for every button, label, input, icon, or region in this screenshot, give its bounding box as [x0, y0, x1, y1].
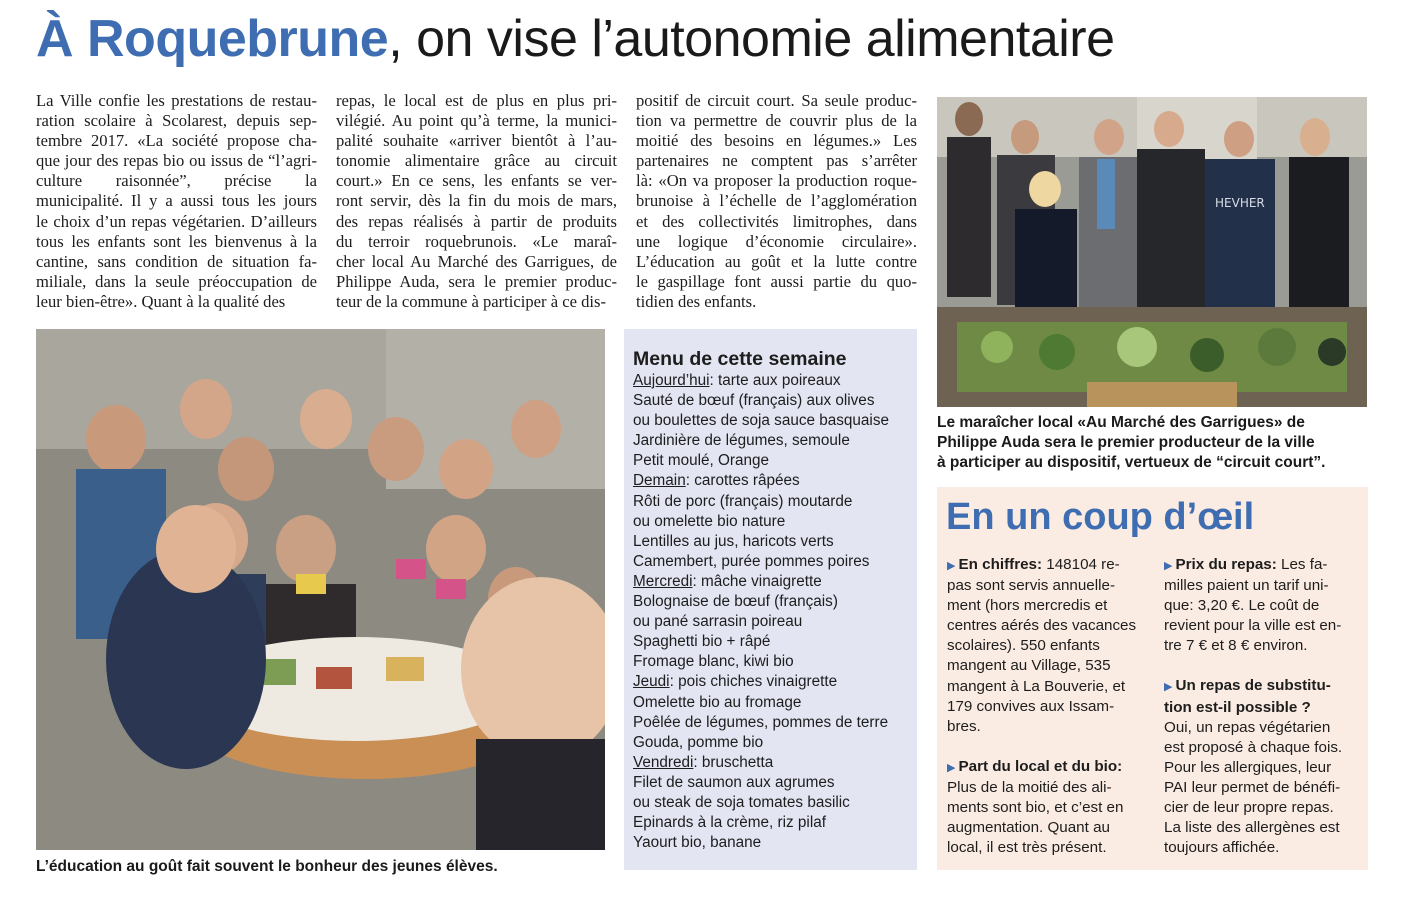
menu-item-text: Camembert, purée pommes poires: [633, 552, 870, 570]
article-line: et des collectivités limitrophes, dans: [636, 211, 917, 231]
menu-item: [633, 813, 917, 833]
menu-day-label: Mercredi: [633, 572, 693, 590]
glance-item-text: mangent à La Bouverie, et: [947, 677, 1126, 695]
glance-item: [947, 555, 1157, 737]
menu-item-text: Jardinière de légumes, semoule: [633, 432, 850, 450]
glance-item: [1164, 555, 1364, 656]
menu-item-text: Gouda, pomme bio: [633, 733, 764, 751]
menu-item: [633, 733, 917, 753]
glance-item-text: Plus de la moitié des ali-: [947, 778, 1112, 796]
menu-item: [633, 492, 917, 512]
menu-item: [633, 371, 917, 391]
caption-line: à participer au dispositif, vertueux de “circuit court”.: [937, 454, 1326, 471]
menu-item: [633, 572, 917, 592]
glance-item-text: centres aérés des vacances: [947, 617, 1137, 635]
glance-item: [1164, 676, 1364, 858]
article-line: L’éducation au goût et la lutte contre: [636, 251, 917, 271]
glance-item-text: PAI leur permet de bénéfi-: [1164, 778, 1341, 796]
glance-item-text: milles paient un tarif uni-: [1164, 577, 1329, 595]
glance-item-text: cier de leur propre repas.: [1164, 799, 1334, 817]
article-line: palité souhaite «arriver bientôt à l’au-: [336, 131, 617, 151]
menu-item: [633, 471, 917, 491]
article-line: La Ville confie les prestations de restau-: [36, 91, 317, 110]
glance-item-text: La liste des allergènes est: [1164, 819, 1340, 837]
children-photo: [36, 329, 605, 850]
menu-item-text: Yaourt bio, banane: [633, 834, 762, 852]
glance-item-label: Prix du repas:: [1175, 556, 1277, 573]
glance-item-text: mangent au Village, 535: [947, 657, 1111, 675]
menu-title: Menu de cette semaine: [633, 348, 847, 370]
menu-item-text: Epinards à la crème, riz pilaf: [633, 814, 826, 832]
caption-line: Philippe Auda sera le premier producteur de la ville: [937, 434, 1315, 451]
glance-item-label-cont: tion est-il possible ?: [1164, 698, 1311, 716]
article-column-1: [36, 91, 317, 312]
article-line: moitié des besoins en légumes.» Les: [636, 131, 917, 151]
glance-item-text: toujours affichée.: [1164, 839, 1280, 857]
article-line: court.» En ce sens, les enfants se ver-: [336, 171, 617, 191]
menu-day-label: Jeudi: [633, 673, 670, 691]
article-line: tembre 2017. «La société propose cha-: [36, 131, 317, 151]
menu-item-text: Petit moulé, Orange: [633, 452, 770, 470]
glance-item-text: Pour les allergiques, leur: [1164, 758, 1332, 776]
article-line: culture raisonnée”, précise la: [36, 171, 317, 191]
menu-item-text: : tarte aux poireaux: [709, 372, 841, 389]
article-line: là: «On va proposer la production roque-: [636, 171, 917, 191]
children-photo-caption: L’éducation au goût fait souvent le bonheur des jeunes élèves.: [36, 858, 498, 875]
glance-item-text: ments sont bio, et c’est en: [947, 799, 1124, 817]
article-line: partenaires ne comptent pas s’arrêter: [636, 151, 917, 171]
caption-line: Le maraîcher local «Au Marché des Garrigues» de: [937, 414, 1305, 431]
glance-item-text: est proposé à chaque fois.: [1164, 738, 1343, 756]
article-line: Philippe Auda, sera le premier produc-: [336, 271, 617, 291]
glance-item-text: Oui, un repas végétarien: [1164, 718, 1331, 736]
menu-day-label: Vendredi: [633, 753, 694, 771]
glance-item-text: tre 7 € et 8 € environ.: [1164, 637, 1308, 655]
glance-column-left: [947, 555, 1157, 878]
menu-item: [633, 411, 917, 431]
article-line: ration scolaire à Scolarest, depuis sep-: [36, 111, 317, 131]
menu-item: [633, 713, 917, 733]
menu-item-text: ou steak de soja tomates basilic: [633, 793, 850, 811]
glance-title: En un coup d’œil: [946, 496, 1255, 538]
menu-item-text: Bolognaise de bœuf (français): [633, 593, 838, 611]
glance-item-text: 148104 re-: [1042, 556, 1120, 573]
article-line: le choix d’un repas végétarien. D’ailleurs: [36, 211, 317, 231]
menu-item-text: Spaghetti bio + râpé: [633, 633, 771, 651]
menu-item-text: : carottes râpées: [685, 472, 800, 490]
menu-item-text: Rôti de porc (français) moutarde: [633, 492, 853, 510]
menu-item: [633, 552, 917, 572]
menu-item-text: Poêlée de légumes, pommes de terre: [633, 713, 889, 731]
menu-day-label: Aujourd’hui: [633, 372, 710, 389]
headline-accent: À Roquebrune: [36, 10, 389, 68]
article-line: leur bien-être». Quant à la qualité des: [36, 291, 286, 311]
glance-item-text: que: 3,20 €. Le coût de: [1164, 597, 1320, 615]
menu-item-text: Omelette bio au fromage: [633, 693, 802, 711]
arrow-icon: ▶: [947, 560, 959, 572]
menu-item-text: Lentilles au jus, haricots verts: [633, 532, 834, 550]
glance-item-text: 179 convives aux Issam-: [947, 697, 1115, 715]
menu-item: [633, 512, 917, 532]
menu-item-text: : bruschetta: [693, 753, 774, 771]
menu-item: [633, 451, 917, 471]
headline: [36, 6, 1396, 76]
menu-item: [633, 672, 917, 692]
article-column-2: [336, 91, 617, 312]
menu-item-text: Sauté de bœuf (français) aux olives: [633, 392, 875, 410]
menu-item: [633, 773, 917, 793]
arrow-icon: ▶: [947, 761, 959, 774]
glance-item-text: local, il est très présent.: [947, 839, 1107, 857]
menu-item: [633, 431, 917, 451]
menu-item: [633, 612, 917, 632]
menu-item-text: Fromage blanc, kiwi bio: [633, 653, 794, 671]
glance-item-label: Part du local et du bio:: [958, 757, 1123, 775]
article-line: repas, le local est de plus en plus pri-: [336, 91, 617, 110]
article-line: cher local Au Marché des Garrigues, de: [336, 251, 617, 271]
menu-item: [633, 693, 917, 713]
article-line: cantine, sans condition de situation fa-: [36, 251, 317, 271]
menu-item: [633, 592, 917, 612]
arrow-icon: ▶: [1164, 560, 1176, 572]
producer-group-photo: [937, 97, 1367, 407]
article-line: que jour des repas bio ou issus de “l’agri-: [36, 151, 317, 171]
at-a-glance-box: [937, 487, 1368, 870]
glance-item-label: Un repas de substitu-: [1175, 677, 1331, 695]
article-line: miliale, dans la seule préoccupation de: [36, 271, 317, 291]
menu-item-text: : mâche vinaigrette: [692, 572, 822, 590]
glance-item-text: ment (hors mercredis et: [947, 597, 1108, 615]
menu-item: [633, 753, 917, 773]
menu-item-text: : pois chiches vinaigrette: [669, 673, 838, 691]
menu-item-text: ou boulettes de soja sauce basquaise: [633, 412, 889, 430]
glance-item: [947, 757, 1157, 858]
menu-item: [633, 833, 917, 853]
article-line: tidien des enfants.: [636, 291, 757, 311]
menu-item: [633, 391, 917, 411]
glance-column-right: [1164, 555, 1364, 878]
menu-item: [633, 793, 917, 813]
article-line: municipalité. Il y a aussi tous les jours: [36, 191, 317, 211]
glance-item-text: pas sont servis annuelle-: [947, 577, 1115, 595]
menu-item: [633, 532, 917, 552]
article-line: vilégié. Au point qu’à terme, la munici-: [336, 111, 617, 131]
article-column-3: [636, 91, 917, 312]
article-line: ront servir, dès la fin du mois de mars,: [336, 191, 617, 211]
article-line: tion va permettre de couvrir plus de la: [636, 111, 917, 131]
glance-item-text: bres.: [947, 717, 981, 735]
headline-rest: , on vise l’autonomie alimentaire: [388, 10, 1115, 68]
article-line: des repas réalisés à partir de produits: [336, 211, 617, 231]
article-line: une logique d’économie circulaire».: [636, 231, 917, 251]
menu-list: [633, 371, 917, 853]
menu-day-label: Demain: [633, 472, 686, 490]
menu-item-text: ou omelette bio nature: [633, 512, 786, 530]
glance-item-label: En chiffres:: [958, 556, 1043, 573]
glance-item-text: Les fa-: [1276, 556, 1328, 573]
article-line: du terroir roquebrunois. «Le maraî-: [336, 231, 617, 251]
glance-item-text: scolaires). 550 enfants: [947, 637, 1100, 655]
menu-item-text: Filet de saumon aux agrumes: [633, 773, 835, 791]
article-line: tonomie alimentaire grâce au circuit: [336, 151, 617, 171]
menu-item-text: ou pané sarrasin poireau: [633, 613, 803, 631]
article-line: le gaspillage font aussi partie du quo-: [636, 271, 917, 291]
glance-item-text: augmentation. Quant au: [947, 819, 1110, 837]
arrow-icon: ▶: [1164, 681, 1176, 694]
article-line: positif de circuit court. Sa seule produc-: [636, 91, 917, 110]
glance-item-text: revient pour la ville est en-: [1164, 617, 1342, 635]
producer-photo-caption: [937, 413, 1369, 473]
article-line: brunoise à l’échelle de l’agglomération: [636, 191, 917, 211]
menu-item: [633, 632, 917, 652]
article-line: teur de la commune à participer à ce dis-: [336, 291, 606, 311]
menu-item: [633, 652, 917, 672]
weekly-menu-box: [624, 329, 917, 870]
article-line: tous les enfants sont les bienvenus à la: [36, 231, 317, 251]
svg-text:HEVHER: HEVHER: [1215, 196, 1265, 210]
